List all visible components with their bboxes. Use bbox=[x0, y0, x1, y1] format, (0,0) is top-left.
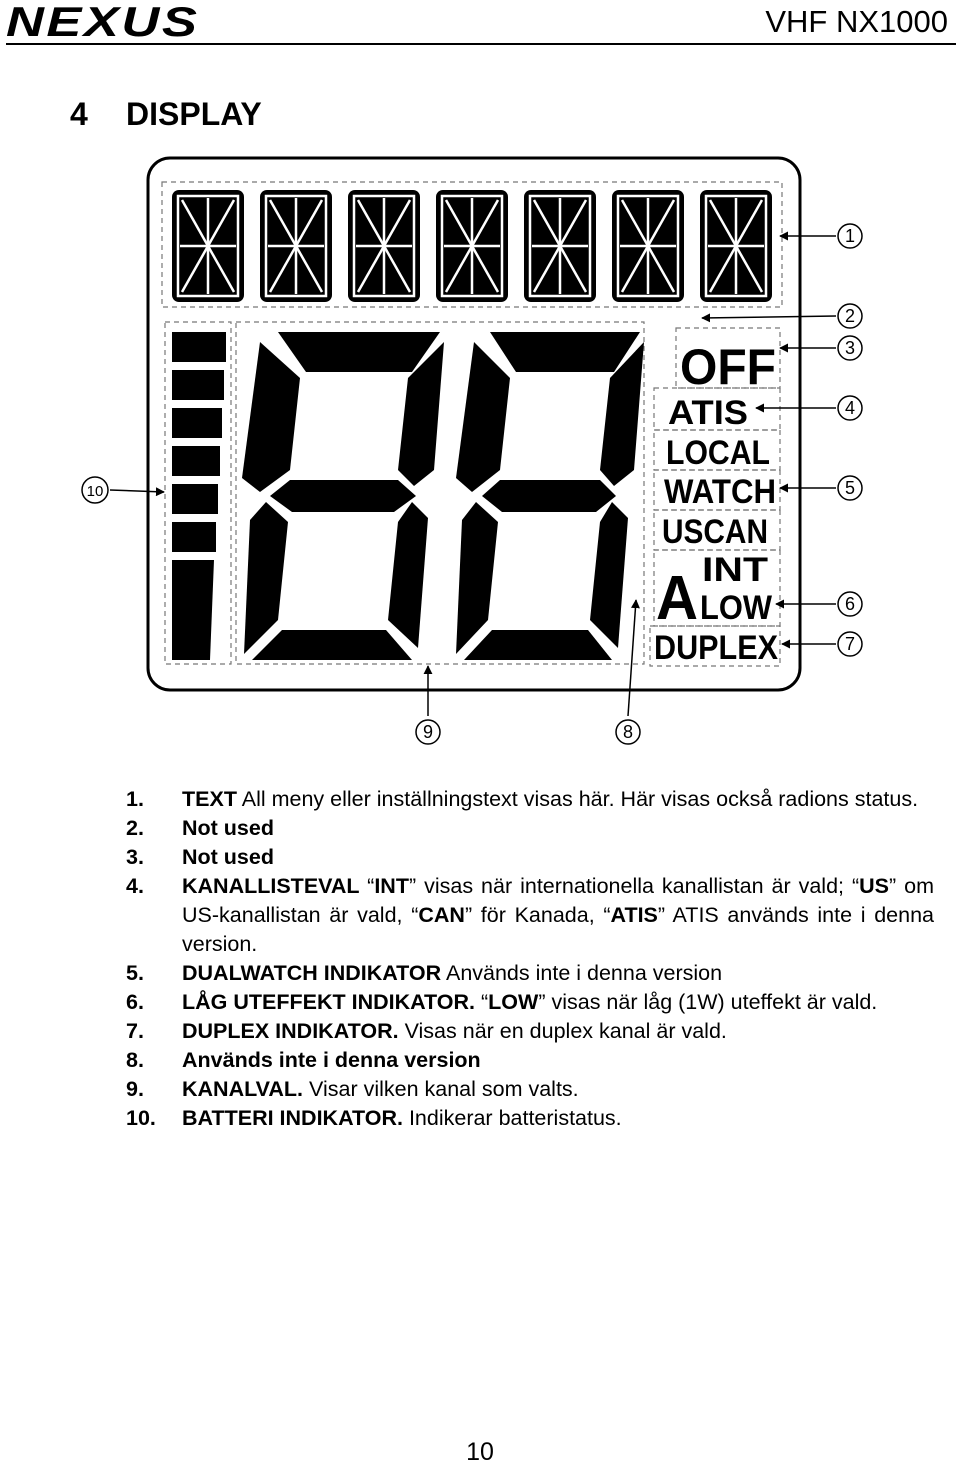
legend-item-text bbox=[182, 959, 934, 988]
svg-text:2: 2 bbox=[844, 306, 856, 326]
low-indicator: LOW bbox=[700, 589, 773, 627]
legend-item-number: 6. bbox=[126, 990, 144, 1014]
svg-text:3: 3 bbox=[844, 338, 856, 358]
legend-bold-term: Not used bbox=[182, 816, 274, 840]
legend-item-text bbox=[182, 1104, 934, 1133]
callout-5 bbox=[838, 476, 862, 500]
svg-text:6: 6 bbox=[844, 594, 856, 614]
text-char-3 bbox=[348, 190, 420, 302]
legend-item bbox=[126, 872, 934, 959]
legend-bold-term: BATTERI INDIKATOR. bbox=[182, 1106, 403, 1130]
svg-text:9: 9 bbox=[422, 722, 434, 742]
legend-item-number: 10. bbox=[126, 1106, 156, 1130]
callout-6 bbox=[838, 592, 862, 616]
legend-bold-term: KANALVAL. bbox=[182, 1077, 304, 1101]
model-name: VHF NX1000 bbox=[765, 4, 948, 39]
legend-item-text bbox=[182, 872, 934, 959]
legend-description: “ bbox=[367, 874, 375, 898]
legend-list bbox=[126, 785, 934, 1133]
legend-item-text bbox=[182, 1017, 934, 1046]
local-indicator: LOCAL bbox=[666, 434, 770, 472]
legend-item-number: 5. bbox=[126, 961, 144, 985]
legend-item-number: 3. bbox=[126, 845, 144, 869]
legend-description: ” ATIS används inte i denna version. bbox=[182, 903, 934, 956]
text-char-5 bbox=[524, 190, 596, 302]
header-rule bbox=[6, 43, 956, 45]
legend-description: All meny eller inställningstext visas här. Här visas också radions status. bbox=[236, 787, 919, 811]
legend-description: Visar vilken kanal som valts. bbox=[303, 1077, 579, 1101]
legend-item bbox=[126, 1075, 934, 1104]
text-characters bbox=[172, 190, 772, 302]
legend-description: ” visas när låg (1W) uteffekt är vald. bbox=[538, 990, 878, 1014]
section-title: DISPLAY bbox=[126, 96, 262, 132]
svg-text:5: 5 bbox=[844, 478, 856, 498]
legend-item bbox=[126, 1017, 934, 1046]
nexus-logo bbox=[6, 2, 296, 42]
legend-bold-term: ATIS bbox=[610, 903, 658, 927]
legend-item-number: 4. bbox=[126, 874, 144, 898]
a-indicator: A bbox=[656, 564, 698, 633]
callout-10 bbox=[82, 477, 108, 503]
legend-description: ” för Kanada, “ bbox=[464, 903, 611, 927]
battery-bars bbox=[172, 332, 226, 660]
legend-item-number: 8. bbox=[126, 1048, 144, 1072]
callout-3 bbox=[838, 336, 862, 360]
legend-item bbox=[126, 1104, 934, 1133]
text-char-4 bbox=[436, 190, 508, 302]
callout-1 bbox=[838, 224, 862, 248]
int-indicator: INT bbox=[702, 551, 769, 589]
legend-item-number: 7. bbox=[126, 1019, 144, 1043]
legend-bold-term: Not used bbox=[182, 845, 274, 869]
svg-text:NEXUS: NEXUS bbox=[6, 2, 200, 42]
legend-item bbox=[126, 988, 934, 1017]
legend-bold-term: Används inte i denna version bbox=[182, 1048, 481, 1072]
text-char-7 bbox=[700, 190, 772, 302]
atis-indicator: ATIS bbox=[668, 394, 748, 432]
uscan-indicator: USCAN bbox=[662, 513, 768, 551]
legend-item bbox=[126, 814, 934, 843]
svg-text:1: 1 bbox=[844, 226, 856, 246]
legend-item bbox=[126, 959, 934, 988]
legend-item-number: 2. bbox=[126, 816, 144, 840]
page-header bbox=[0, 0, 960, 48]
legend-item-text bbox=[182, 988, 934, 1017]
callout-9 bbox=[416, 720, 440, 744]
legend-bold-term: DUALWATCH INDIKATOR bbox=[182, 961, 442, 985]
channel-digit-1 bbox=[242, 332, 444, 660]
legend-item-text bbox=[182, 1075, 934, 1104]
legend-description: Används inte i denna version bbox=[441, 961, 723, 985]
section-heading bbox=[70, 96, 262, 133]
callout-2 bbox=[838, 304, 862, 328]
page-number: 10 bbox=[466, 1438, 494, 1466]
legend-item-text bbox=[182, 843, 934, 872]
svg-text:10: 10 bbox=[86, 483, 104, 500]
legend-description: Visas när en duplex kanal är vald. bbox=[398, 1019, 727, 1043]
legend-bold-term: LÅG UTEFFEKT INDIKATOR. bbox=[182, 990, 476, 1014]
lcd-display-diagram bbox=[0, 150, 960, 760]
legend-description: ” visas när internationella kanallistan är vald; “ bbox=[408, 874, 860, 898]
legend-bold-term: US bbox=[859, 874, 890, 898]
channel-digit-2 bbox=[456, 332, 644, 660]
callout-8 bbox=[616, 720, 640, 744]
svg-text:4: 4 bbox=[844, 398, 856, 418]
legend-item bbox=[126, 785, 934, 814]
text-char-2 bbox=[260, 190, 332, 302]
text-char-6 bbox=[612, 190, 684, 302]
legend-bold-term: CAN bbox=[418, 903, 465, 927]
callout-4 bbox=[838, 396, 862, 420]
off-indicator: OFF bbox=[680, 339, 776, 395]
legend-item-text bbox=[182, 814, 934, 843]
svg-text:8: 8 bbox=[622, 722, 634, 742]
legend-description: Indikerar batteristatus. bbox=[402, 1106, 622, 1130]
legend-item bbox=[126, 1046, 934, 1075]
legend-bold-term: LOW bbox=[488, 990, 539, 1014]
legend-description: “ bbox=[475, 990, 489, 1014]
legend-bold-term: INT bbox=[374, 874, 409, 898]
legend-item-text bbox=[182, 785, 934, 814]
legend-item-number: 1. bbox=[126, 787, 144, 811]
legend-bold-term: KANALLISTEVAL bbox=[182, 874, 368, 898]
svg-text:7: 7 bbox=[844, 634, 856, 654]
legend-description: ” om US-kanallistan är vald, “ bbox=[182, 874, 935, 927]
text-char-1 bbox=[172, 190, 244, 302]
legend-item-text bbox=[182, 1046, 934, 1075]
legend-bold-term: TEXT bbox=[182, 787, 237, 811]
legend-item bbox=[126, 843, 934, 872]
watch-indicator: WATCH bbox=[664, 473, 776, 511]
duplex-indicator: DUPLEX bbox=[654, 629, 779, 667]
section-number: 4 bbox=[70, 96, 88, 132]
legend-bold-term: DUPLEX INDIKATOR. bbox=[182, 1019, 399, 1043]
callout-7 bbox=[838, 632, 862, 656]
legend-item-number: 9. bbox=[126, 1077, 144, 1101]
